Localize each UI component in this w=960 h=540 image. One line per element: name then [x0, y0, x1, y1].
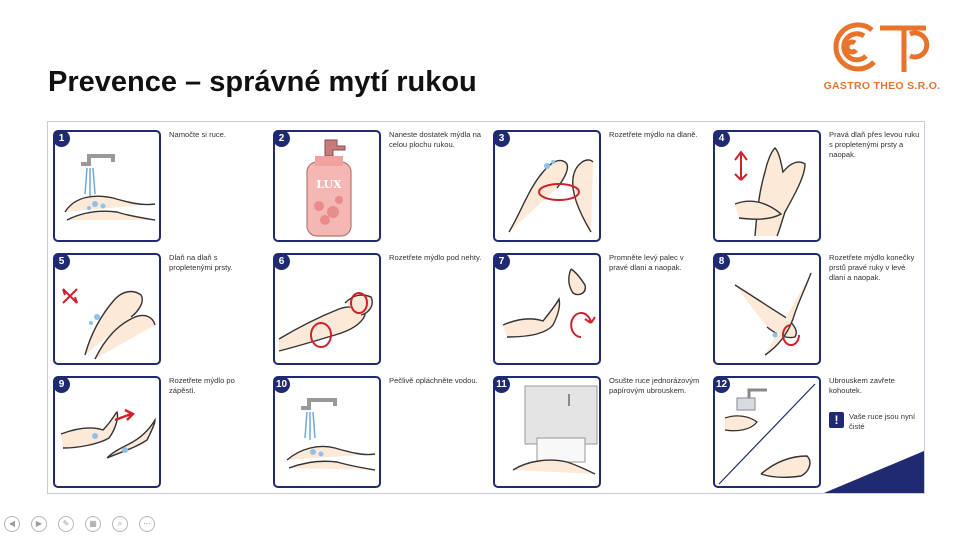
previous-slide-icon[interactable]: ◀ — [4, 516, 20, 532]
step-2-text: Naneste dostatek mýdla na celou plochu rukou. — [389, 130, 482, 149]
step-number: 2 — [273, 130, 290, 147]
step-9-illustration — [53, 376, 161, 488]
step-11-illustration — [493, 376, 601, 488]
step-number: 11 — [493, 376, 510, 393]
step-number: 4 — [713, 130, 730, 147]
clean-hands-note — [829, 412, 924, 442]
step-6 — [268, 247, 484, 369]
step-9 — [48, 370, 264, 492]
step-10 — [268, 370, 484, 492]
step-7-illustration — [493, 253, 601, 365]
step-8 — [708, 247, 924, 369]
step-4-text: Pravá dlaň přes levou ruku s propletenými prsty a naopak. — [829, 130, 920, 159]
step-12-illustration — [713, 376, 821, 488]
step-10-illustration — [273, 376, 381, 488]
view-slides-icon[interactable]: ▦ — [85, 516, 101, 532]
slide-title: Prevence – správné mytí rukou — [48, 66, 477, 98]
step-12-text: Ubrouskem zavřete kohoutek. — [829, 376, 895, 395]
step-1-text: Namočte si ruce. — [169, 130, 226, 139]
step-9-text: Rozetřete mýdlo po zápěstí. — [169, 376, 235, 395]
step-number: 3 — [493, 130, 510, 147]
corner-decoration — [824, 451, 924, 493]
step-7-text: Promněte levý palec v pravé dlani a naopak. — [609, 253, 684, 272]
step-7 — [488, 247, 704, 369]
step-4 — [708, 124, 924, 246]
zoom-icon[interactable]: ⌕ — [112, 516, 128, 532]
step-5-illustration — [53, 253, 161, 365]
more-options-icon[interactable]: ⋯ — [139, 516, 155, 532]
step-11-text: Osušte ruce jednorázovým papírovým ubrouskem. — [609, 376, 700, 395]
exclamation-icon: ! — [829, 412, 844, 428]
step-8-text: Rozetřete mýdlo konečky prstů pravé ruky v levé dlani a naopak. — [829, 253, 915, 282]
step-6-illustration — [273, 253, 381, 365]
pen-icon[interactable]: ✎ — [58, 516, 74, 532]
step-number: 12 — [713, 376, 730, 393]
logo-text: GASTRO THEO S.R.O. — [823, 80, 941, 92]
step-10-text: Pečlivě opláchněte vodou. — [389, 376, 478, 385]
step-5-text: Dlaň na dlaň s propletenými prsty. — [169, 253, 233, 272]
next-slide-icon[interactable]: ▶ — [31, 516, 47, 532]
step-number: 10 — [273, 376, 290, 393]
handwashing-poster — [47, 121, 925, 494]
step-number: 8 — [713, 253, 730, 270]
step-number: 9 — [53, 376, 70, 393]
company-logo — [814, 16, 950, 96]
step-4-illustration — [713, 130, 821, 242]
step-8-illustration — [713, 253, 821, 365]
step-number: 1 — [53, 130, 70, 147]
step-11 — [488, 370, 704, 492]
clean-hands-text: Vaše ruce jsou nyní čisté — [849, 412, 916, 431]
step-3 — [488, 124, 704, 246]
step-number: 6 — [273, 253, 290, 270]
logo-mark — [814, 16, 950, 80]
step-5 — [48, 247, 264, 369]
step-2 — [268, 124, 484, 246]
step-6-text: Rozetřete mýdlo pod nehty. — [389, 253, 482, 262]
step-2-illustration — [273, 130, 381, 242]
product-label: LUX — [316, 178, 342, 191]
step-1 — [48, 124, 264, 246]
step-number: 7 — [493, 253, 510, 270]
step-3-illustration — [493, 130, 601, 242]
step-number: 5 — [53, 253, 70, 270]
step-3-text: Rozetřete mýdlo na dlaně. — [609, 130, 698, 139]
step-1-illustration — [53, 130, 161, 242]
